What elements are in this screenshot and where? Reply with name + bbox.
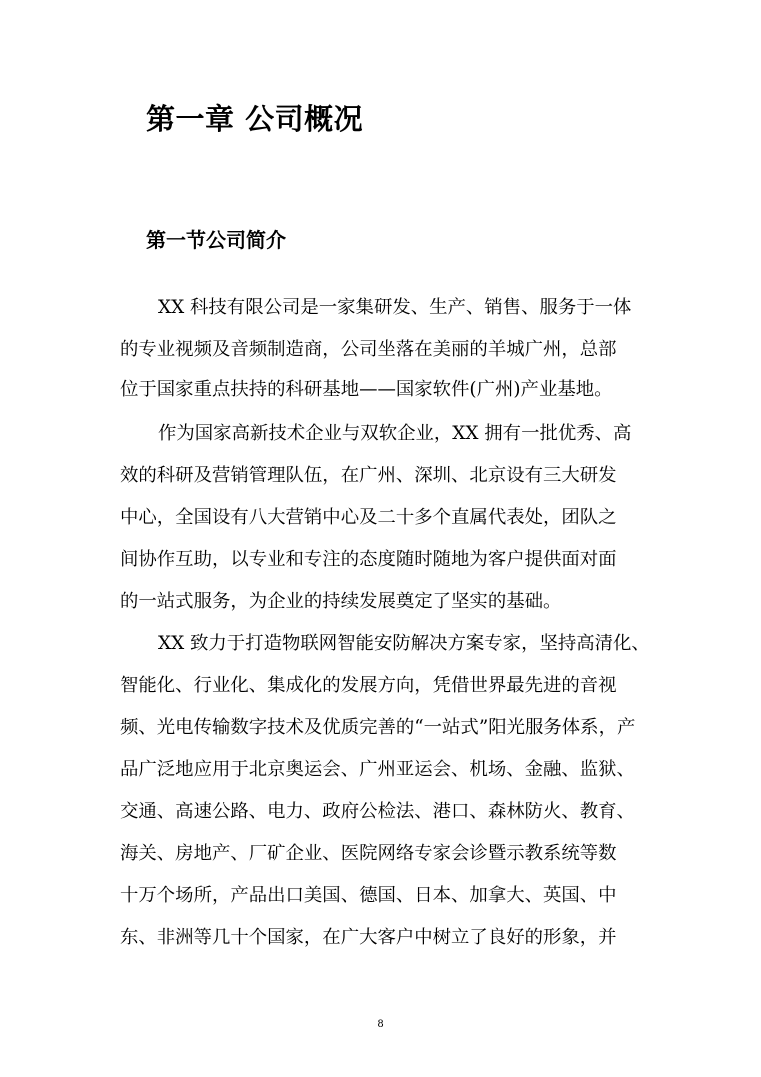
body-line: 中心，全国设有八大营销中心及二十多个直属代表处，团队之 xyxy=(120,507,617,528)
body-line: 海关、房地产、厂矿企业、医院网络专家会诊暨示教系统等数 xyxy=(120,843,617,864)
body-line: 智能化、行业化、集成化的发展方向，凭借世界最先进的音视 xyxy=(120,675,617,696)
body-line: 十万个场所，产品出口美国、德国、日本、加拿大、英国、中 xyxy=(120,885,617,906)
body-line: XX 致力于打造物联网智能安防解决方案专家，坚持高清化、 xyxy=(158,633,650,654)
body-line: 品广泛地应用于北京奥运会、广州亚运会、机场、金融、监狱、 xyxy=(120,759,635,780)
body-line: 的一站式服务，为企业的持续发展奠定了坚实的基础。 xyxy=(120,591,562,612)
body-line: 效的科研及营销管理队伍，在广州、深圳、北京设有三大研发 xyxy=(120,465,617,486)
body-line: 的专业视频及音频制造商，公司坐落在美丽的羊城广州，总部 xyxy=(120,339,617,360)
chapter-title: 第一章 公司概况 xyxy=(146,102,364,136)
page-number: 8 xyxy=(377,1019,384,1030)
body-line: XX 科技有限公司是一家集研发、生产、销售、服务于一体 xyxy=(158,297,632,318)
body-line: 东、非洲等几十个国家，在广大客户中树立了良好的形象，并 xyxy=(120,927,617,948)
section-title: 第一节公司简介 xyxy=(146,228,286,252)
body-line: 频、光电传输数字技术及优质完善的“一站式”阳光服务体系，产 xyxy=(120,717,636,738)
body-line: 作为国家高新技术企业与双软企业，XX 拥有一批优秀、高 xyxy=(158,423,632,444)
body-line: 位于国家重点扶持的科研基地——国家软件(广州)产业基地。 xyxy=(120,379,613,400)
body-line: 交通、高速公路、电力、政府公检法、港口、森林防火、教育、 xyxy=(120,801,635,822)
body-line: 间协作互助，以专业和专注的态度随时随地为客户提供面对面 xyxy=(120,549,617,570)
